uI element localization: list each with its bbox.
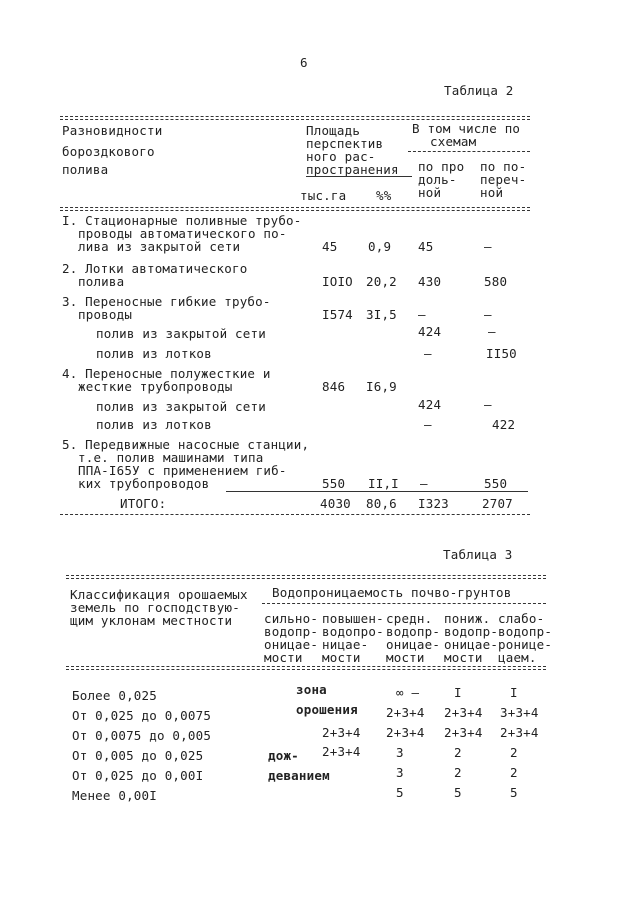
row1-name-2: проводы автоматического по-: [78, 226, 287, 241]
t3-col3-h3: оницае-: [386, 637, 441, 652]
t3-row3-c3: 2+3+4: [386, 725, 425, 740]
row2-ha: IOIO: [322, 274, 353, 289]
row4-pct: I6,9: [366, 379, 397, 394]
row3-pct: 3I,5: [366, 307, 397, 322]
t3-row4-label: От 0,005 до 0,025: [72, 748, 204, 763]
row4-name-2: жесткие трубопроводы: [78, 379, 233, 394]
t3-row1-c3: ∞ –: [396, 685, 420, 700]
table2-caption: Таблица 2: [444, 83, 514, 98]
row3b-long: –: [424, 346, 432, 361]
t3-col1-h3: оницае-: [264, 637, 319, 652]
zone-irrigation-1: зона: [296, 682, 327, 697]
total-label: ИТОГО:: [120, 496, 167, 511]
row5-pct: II,I: [368, 476, 399, 491]
row3-name-1: 3. Переносные гибкие трубо-: [62, 294, 271, 309]
row3b-name: полив из лотков: [96, 346, 212, 361]
t3-row4-c4: 2: [454, 745, 462, 760]
table2-head-area-4: пространения: [306, 162, 399, 177]
table2-head-long-1: по про: [418, 159, 465, 174]
table3-head-col1-3: щим уклонам местности: [70, 613, 233, 628]
row3-name-2: проводы: [78, 307, 133, 322]
table2-head-cross-1: по по-: [480, 159, 527, 174]
total-ha: 4030: [320, 496, 351, 511]
row4-name-1: 4. Переносные полужесткие и: [62, 366, 271, 381]
t3-col4-h4: мости: [444, 650, 483, 665]
table2-head-schemes-1: В том числе по: [412, 121, 521, 136]
t3-row2-label: От 0,025 до 0,0075: [72, 708, 212, 723]
table2-unit-pct: %%: [376, 188, 392, 203]
row4a-name: полив из закрытой сети: [96, 399, 266, 414]
t3-col4-h3: оницае-: [444, 637, 499, 652]
zone-sprinkling-2: деванием: [268, 768, 330, 783]
t3-row6-c4: 5: [454, 785, 462, 800]
row3-ha: I574: [322, 307, 353, 322]
table2-head-cross-3: ной: [480, 185, 504, 200]
row1-cross: –: [484, 239, 492, 254]
table3-caption: Таблица 3: [443, 547, 513, 562]
row1-name-1: I. Стационарные поливные трубо-: [62, 213, 302, 228]
table2-head-area-1: Площадь: [306, 123, 361, 138]
row2-pct: 20,2: [366, 274, 397, 289]
zone-sprinkling-1: дож-: [268, 748, 299, 763]
row1-ha: 45: [322, 239, 338, 254]
table3-head-col1-1: Классификация орошаемых: [70, 587, 248, 602]
table2-head-col1-1: Разновидности: [62, 123, 163, 138]
table2-head-long-2: доль-: [418, 172, 457, 187]
row5-name-2: т.е. полив машинами типа: [78, 450, 264, 465]
table2-area-underline: [306, 176, 412, 177]
row4b-long: –: [424, 417, 432, 432]
total-cross: 2707: [482, 496, 513, 511]
t3-row5-c3: 3: [396, 765, 404, 780]
row1-pct: 0,9: [368, 239, 392, 254]
t3-col2-h2: водопро-: [322, 624, 384, 639]
t3-col3-h1: средн.: [386, 611, 433, 626]
t3-row6-c3: 5: [396, 785, 404, 800]
table2-top-rule: [60, 116, 530, 117]
t3-col4-h1: пониж.: [444, 611, 491, 626]
table2-schemes-rule: [408, 151, 530, 152]
row5-long: –: [420, 476, 428, 491]
t3-row1-label: Более 0,025: [72, 688, 157, 703]
t3-row4-c2: 2+3+4: [322, 744, 361, 759]
table3-head-col1-2: земель по господствую-: [70, 600, 240, 615]
table2-head-long-3: ной: [418, 185, 442, 200]
table3-head-rule: [66, 666, 546, 667]
row1-long: 45: [418, 239, 434, 254]
t3-col4-h2: водопр-: [444, 624, 499, 639]
table2-head-rule-2: [60, 210, 530, 211]
row5-underline: [226, 491, 528, 492]
t3-row4-c3: 3: [396, 745, 404, 760]
total-long: I323: [418, 496, 449, 511]
t3-row2-c3: 2+3+4: [386, 705, 425, 720]
row3b-cross: II50: [486, 346, 517, 361]
table2-top-rule-2: [60, 119, 530, 120]
row2-cross: 580: [484, 274, 508, 289]
t3-col5-h2: водопр-: [498, 624, 553, 639]
t3-row3-label: От 0,0075 до 0,005: [72, 728, 212, 743]
t3-col3-h2: водопр-: [386, 624, 441, 639]
t3-row6-c5: 5: [510, 785, 518, 800]
row2-name-2: полива: [78, 274, 125, 289]
t3-row2-c4: 2+3+4: [444, 705, 483, 720]
t3-col2-h1: повышен-: [322, 611, 384, 626]
t3-col1-h2: водопр-: [264, 624, 319, 639]
t3-col5-h3: ронице-: [498, 637, 553, 652]
table2-unit-ha: тыс.га: [300, 188, 347, 203]
t3-row3-c5: 2+3+4: [500, 725, 539, 740]
row4b-name: полив из лотков: [96, 417, 212, 432]
row4a-cross: –: [484, 397, 492, 412]
table2-head-col1-2: бороздкового: [62, 144, 155, 159]
row3-cross: –: [484, 307, 492, 322]
t3-col5-h4: цаем.: [498, 650, 537, 665]
row2-long: 430: [418, 274, 442, 289]
t3-col3-h4: мости: [386, 650, 425, 665]
t3-col1-h1: сильно-: [264, 611, 319, 626]
t3-row1-c5: I: [510, 685, 518, 700]
row5-cross: 550: [484, 476, 508, 491]
row3a-long: 424: [418, 324, 442, 339]
t3-row4-c5: 2: [510, 745, 518, 760]
row5-ha: 550: [322, 476, 346, 491]
row5-name-4: ких трубопроводов: [78, 476, 210, 491]
t3-row2-c5: 3+3+4: [500, 705, 539, 720]
table3-head-rule-2: [66, 669, 546, 670]
row3a-name: полив из закрытой сети: [96, 326, 266, 341]
table2-head-cross-2: переч-: [480, 172, 527, 187]
t3-row3-c4: 2+3+4: [444, 725, 483, 740]
row5-name-1: 5. Передвижные насосные станции,: [62, 437, 310, 452]
table3-head-group: Водопроницаемость почво-грунтов: [272, 585, 512, 600]
row3-long: –: [418, 307, 426, 322]
table2-head-col1-3: полива: [62, 162, 109, 177]
row3a-cross: –: [488, 324, 496, 339]
row4a-long: 424: [418, 397, 442, 412]
row2-name-1: 2. Лотки автоматического: [62, 261, 248, 276]
t3-row5-c5: 2: [510, 765, 518, 780]
table2-head-schemes-2: схемам: [430, 134, 477, 149]
page-number: 6: [300, 55, 308, 70]
table2-bottom-rule: [60, 514, 530, 515]
t3-col1-h4: мости: [264, 650, 303, 665]
t3-row6-label: Менее 0,00I: [72, 788, 157, 803]
t3-row3-c2: 2+3+4: [322, 725, 361, 740]
t3-row5-c4: 2: [454, 765, 462, 780]
table2-head-area-3: ного рас-: [306, 149, 376, 164]
t3-row5-label: От 0,025 до 0,00I: [72, 768, 204, 783]
t3-col2-h3: ницае-: [322, 637, 369, 652]
table3-top-rule: [66, 575, 546, 576]
zone-irrigation-2: орошения: [296, 702, 358, 717]
row1-name-3: лива из закрытой сети: [78, 239, 241, 254]
row4-ha: 846: [322, 379, 346, 394]
row4b-cross: 422: [492, 417, 516, 432]
t3-col5-h1: слабо-: [498, 611, 545, 626]
table3-group-rule: [262, 603, 546, 604]
row5-name-3: ППА-I65У с применением гиб-: [78, 463, 287, 478]
table3-top-rule-2: [66, 578, 546, 579]
total-pct: 80,6: [366, 496, 397, 511]
t3-col2-h4: мости: [322, 650, 361, 665]
table2-head-rule: [60, 207, 530, 208]
t3-row1-c4: I: [454, 685, 462, 700]
table2-head-area-2: перспектив: [306, 136, 384, 151]
